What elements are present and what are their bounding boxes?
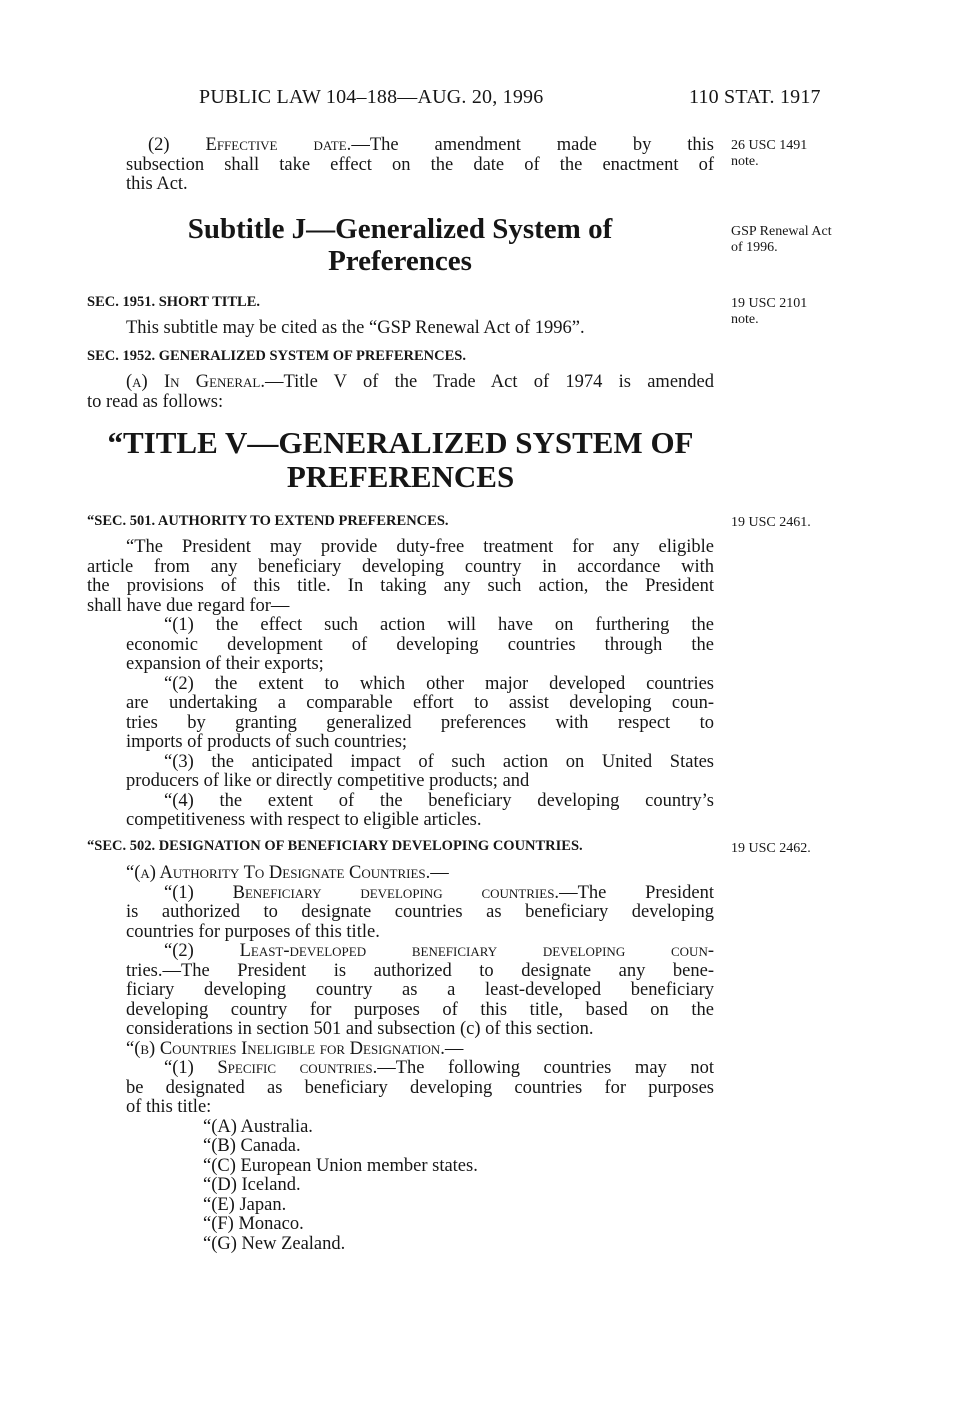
sec-501-heading: “SEC. 501. AUTHORITY TO EXTEND PREFERENCES. bbox=[87, 513, 449, 529]
item-3-line-1: “(3) the anticipated impact of such action on United States bbox=[164, 751, 714, 772]
item-3-line-2: producers of like or directly competitive products; and bbox=[126, 771, 530, 791]
sec-501-body bbox=[87, 538, 714, 831]
b1-line-3: of this title: bbox=[126, 1097, 212, 1117]
effective-date-text: —The amendment made by this bbox=[351, 135, 715, 155]
item-1-line-1: “(1) the effect such action will have on furthering the bbox=[164, 615, 714, 635]
margin-note-line: note. bbox=[731, 312, 759, 327]
margin-note-19usc2101 bbox=[731, 296, 807, 328]
sec-1952-text: —Title V of the Trade Act of 1974 is amended bbox=[265, 372, 714, 392]
margin-note-line: note. bbox=[731, 154, 759, 169]
a2-label: “(2) Least-developed beneficiary developing coun- bbox=[164, 941, 714, 961]
sec-502-subsection-b: “(b) Countries Ineligible for Designation.— bbox=[126, 1038, 464, 1059]
sec-1952-heading: SEC. 1952. GENERALIZED SYSTEM OF PREFERENCES. bbox=[87, 348, 466, 364]
margin-note-19usc2461: 19 USC 2461. bbox=[731, 515, 811, 530]
list-item: “(A) Australia. bbox=[203, 1116, 313, 1137]
b1-text: —The following countries may not bbox=[377, 1058, 715, 1078]
item-1-line-3: expansion of their exports; bbox=[126, 654, 324, 674]
sec-502-body bbox=[87, 864, 714, 1254]
b1-label: “(1) Specific countries. bbox=[164, 1058, 378, 1078]
effective-date-text-2: subsection shall take effect on the date of the enactment of bbox=[126, 154, 714, 175]
item-2-line-4: imports of products of such countries; bbox=[126, 732, 408, 752]
sec-501-intro-2: article from any beneficiary developing country in accordance with bbox=[87, 556, 714, 577]
running-header-left: PUBLIC LAW 104–188—AUG. 20, 1996 bbox=[199, 86, 544, 108]
sec-501-intro-1: “The President may provide duty-free treatment for any eligible bbox=[126, 537, 714, 557]
list-item: “(G) New Zealand. bbox=[203, 1233, 346, 1254]
a2-line-4: developing country for purposes of this title, based on the bbox=[126, 999, 714, 1020]
a1-label: “(1) Beneficiary developing countries. bbox=[164, 882, 560, 903]
sec-1952-label: (a) In General. bbox=[126, 372, 265, 392]
item-1-line-2: economic development of developing countries through the bbox=[126, 634, 714, 655]
a1-line-2: is authorized to designate countries as beneficiary developing bbox=[126, 902, 714, 922]
sec-501-intro-4: shall have due regard for— bbox=[87, 595, 290, 616]
item-2-line-2: are undertaking a comparable effort to assist developing coun- bbox=[126, 693, 714, 713]
effective-date-label: (2) Effective date. bbox=[148, 135, 352, 155]
a2-line-2: tries.—The President is authorized to designate any bene- bbox=[126, 960, 714, 981]
subtitle-line-1: Subtitle J—Generalized System of bbox=[187, 213, 613, 245]
margin-note-19usc2462: 19 USC 2462. bbox=[731, 841, 811, 856]
a1-line-3: countries for purposes of this title. bbox=[126, 921, 380, 942]
list-item: “(D) Iceland. bbox=[203, 1175, 301, 1195]
sec-502-heading: “SEC. 502. DESIGNATION OF BENEFICIARY DEVELOPING COUNTRIES. bbox=[87, 838, 583, 854]
sec-501-item-3 bbox=[87, 753, 714, 792]
sec-502-a2 bbox=[87, 942, 714, 1040]
b1-line-2: be designated as beneficiary developing countries for purposes bbox=[126, 1077, 714, 1098]
sec-502-subsection-a: “(a) Authority To Designate Countries.— bbox=[126, 863, 449, 883]
item-4-line-2: competitiveness with respect to eligible articles. bbox=[126, 810, 482, 830]
sec-1951-heading: SEC. 1951. SHORT TITLE. bbox=[87, 294, 261, 310]
item-2-line-3: tries by granting generalized preferences with respect to bbox=[126, 712, 714, 733]
country-list bbox=[87, 1118, 714, 1255]
sec-501-item-4 bbox=[87, 792, 714, 831]
list-item: “(E) Japan. bbox=[203, 1194, 287, 1215]
sec-1952-paragraph bbox=[87, 373, 714, 412]
effective-date-text-3: this Act. bbox=[126, 174, 188, 194]
item-4-line-1: “(4) the extent of the beneficiary developing country’s bbox=[164, 790, 714, 811]
margin-note-line: 26 USC 1491 bbox=[731, 138, 808, 153]
sec-1952-text-2: to read as follows: bbox=[87, 391, 224, 412]
list-item: “(C) European Union member states. bbox=[203, 1155, 478, 1176]
sec-502-a1 bbox=[87, 884, 714, 943]
margin-note-26usc1491 bbox=[731, 138, 807, 170]
item-2-line-1: “(2) the extent to which other major developed countries bbox=[164, 673, 714, 694]
sec-502-b1 bbox=[87, 1059, 714, 1118]
a2-line-5: considerations in section 501 and subsection (c) of this section. bbox=[126, 1019, 594, 1039]
margin-note-line: of 1996. bbox=[731, 240, 778, 255]
title-line-1: “TITLE V—GENERALIZED SYSTEM OF bbox=[107, 425, 694, 460]
effective-date-paragraph bbox=[126, 136, 714, 195]
sec-501-intro-3: the provisions of this title. In taking any such action, the President bbox=[87, 576, 714, 596]
subtitle-line-2: Preferences bbox=[328, 245, 472, 277]
a2-line-3: ficiary developing country as a least-developed beneficiary bbox=[126, 980, 714, 1000]
title-v-heading bbox=[87, 426, 714, 494]
page-number: 110 STAT. 1917 bbox=[689, 86, 821, 108]
margin-note-line: GSP Renewal Act bbox=[731, 224, 832, 239]
a1-text: —The President bbox=[559, 882, 714, 903]
title-line-2: PREFERENCES bbox=[286, 459, 515, 494]
margin-note-line: 19 USC 2101 bbox=[731, 296, 808, 311]
margin-note-gsp-renewal-act bbox=[731, 224, 832, 256]
subtitle-heading bbox=[126, 213, 674, 277]
sec-501-item-2 bbox=[87, 675, 714, 753]
list-item: “(F) Monaco. bbox=[203, 1214, 304, 1234]
list-item: “(B) Canada. bbox=[203, 1136, 301, 1156]
sec-1951-text: This subtitle may be cited as the “GSP Renewal Act of 1996”. bbox=[126, 318, 585, 338]
sec-501-item-1 bbox=[87, 616, 714, 675]
